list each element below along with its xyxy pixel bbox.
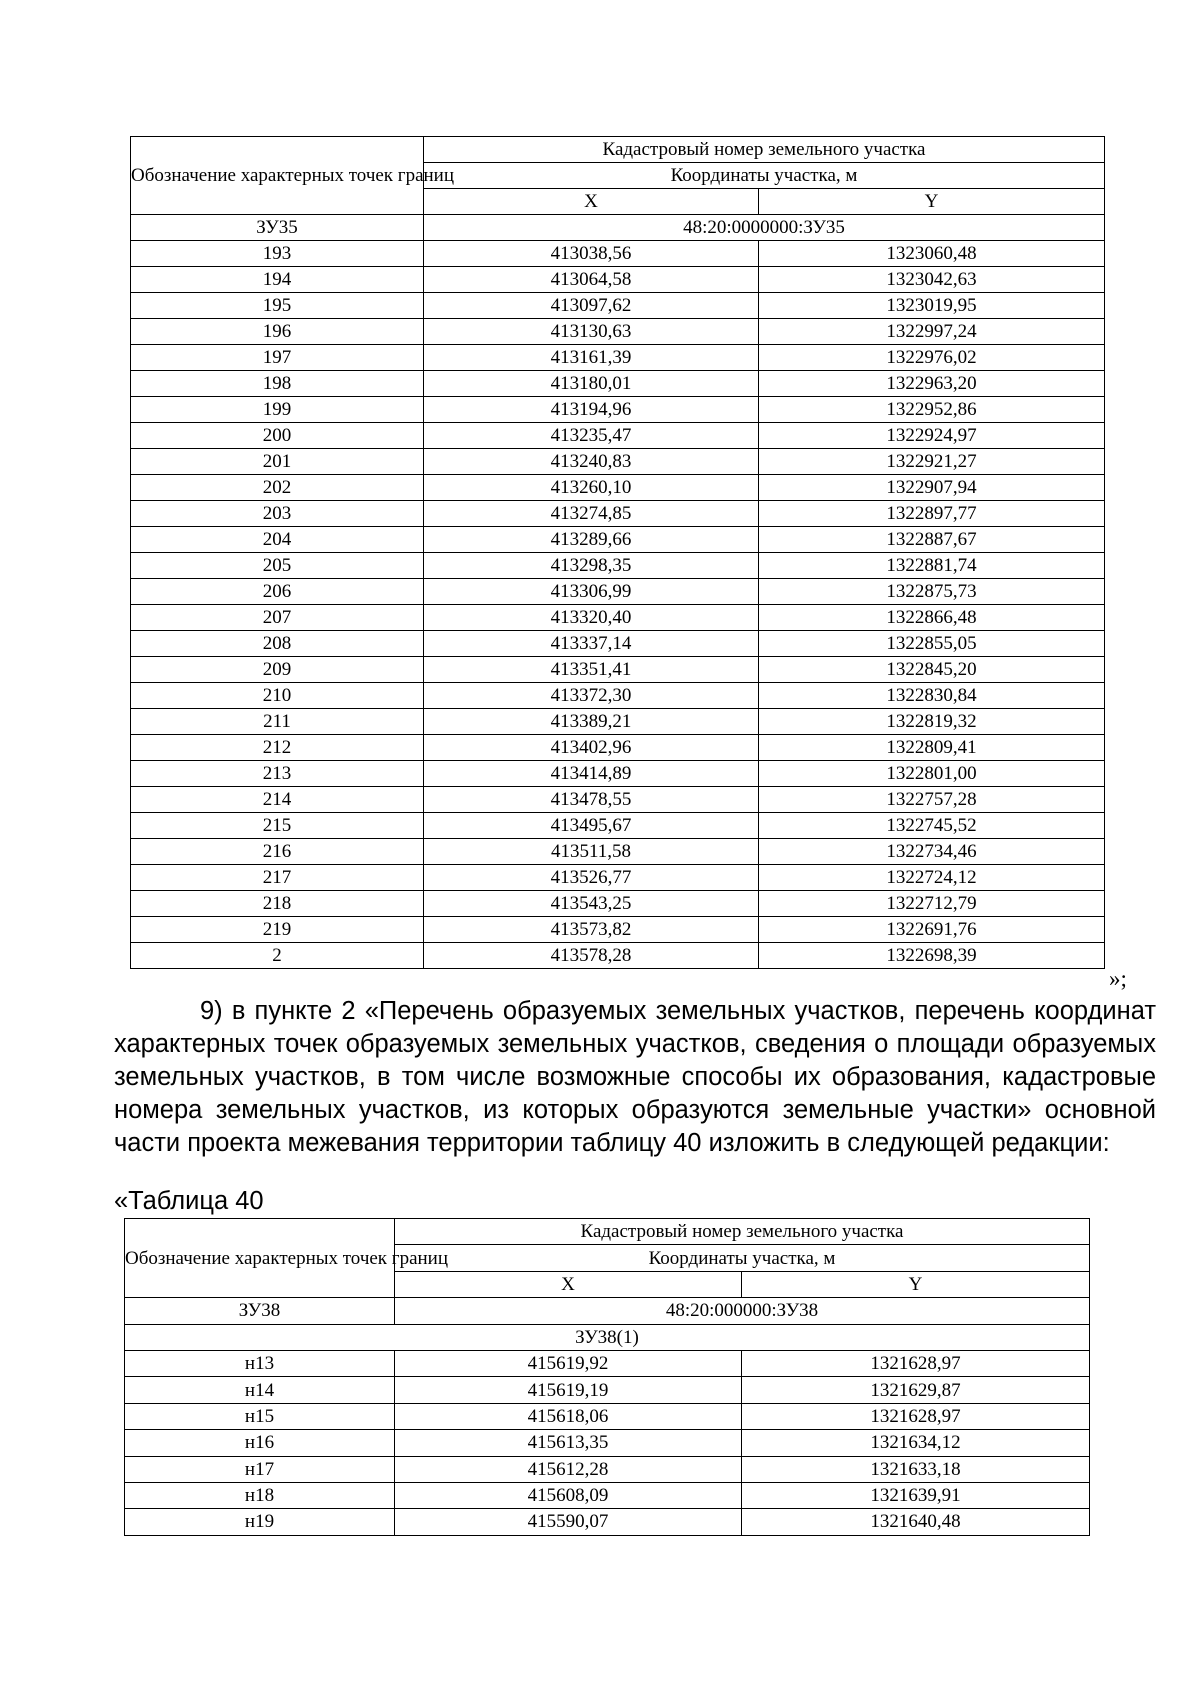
y-coordinate-cell: 1322997,24 <box>759 319 1105 345</box>
y-coordinate-cell: 1322809,41 <box>759 735 1105 761</box>
table-row <box>131 891 1105 917</box>
table-row <box>131 761 1105 787</box>
point-cell: 195 <box>131 293 424 319</box>
x-coordinate-cell: 415612,28 <box>395 1456 742 1482</box>
y-coordinate-cell: 1321640,48 <box>742 1509 1090 1535</box>
y-coordinate-cell: 1322887,67 <box>759 527 1105 553</box>
x-coordinate-cell: 413478,55 <box>424 787 759 813</box>
x-coordinate-cell: 413402,96 <box>424 735 759 761</box>
x-coordinate-cell: 413372,30 <box>424 683 759 709</box>
table-row <box>125 1509 1090 1535</box>
x-coordinate-cell: 413240,83 <box>424 449 759 475</box>
point-cell: н19 <box>125 1509 395 1535</box>
point-designation-header: Обозначение характерных точек границ <box>131 137 424 215</box>
y-coordinate-cell: 1322845,20 <box>759 657 1105 683</box>
table-row <box>125 1456 1090 1482</box>
table-row <box>131 475 1105 501</box>
x-coordinate-cell: 413289,66 <box>424 527 759 553</box>
y-coordinate-cell: 1322976,02 <box>759 345 1105 371</box>
x-coordinate-cell: 415619,19 <box>395 1377 742 1403</box>
table-row <box>131 345 1105 371</box>
table-row <box>125 1377 1090 1403</box>
x-coordinate-cell: 413194,96 <box>424 397 759 423</box>
y-coordinate-cell: 1321634,12 <box>742 1430 1090 1456</box>
table-row <box>131 397 1105 423</box>
table-row <box>131 787 1105 813</box>
point-cell: н14 <box>125 1377 395 1403</box>
point-cell: 193 <box>131 241 424 267</box>
x-coordinate-cell: 413573,82 <box>424 917 759 943</box>
x-coordinate-cell: 413274,85 <box>424 501 759 527</box>
point-cell: 214 <box>131 787 424 813</box>
point-designation-header: Обозначение характерных точек границ <box>125 1219 395 1298</box>
x-coordinate-cell: 413414,89 <box>424 761 759 787</box>
point-cell: 202 <box>131 475 424 501</box>
x-coordinate-cell: 415613,35 <box>395 1430 742 1456</box>
x-coordinate-cell: 413130,63 <box>424 319 759 345</box>
y-column-header: Y <box>759 189 1105 215</box>
y-coordinate-cell: 1322830,84 <box>759 683 1105 709</box>
point-cell: 196 <box>131 319 424 345</box>
x-coordinate-cell: 413260,10 <box>424 475 759 501</box>
x-coordinate-cell: 415590,07 <box>395 1509 742 1535</box>
point-cell: н15 <box>125 1403 395 1429</box>
plot-label: ЗУ38 <box>125 1298 395 1324</box>
point-cell: 210 <box>131 683 424 709</box>
table-row <box>125 1350 1090 1376</box>
table-row <box>131 813 1105 839</box>
table-caption: «Таблица 40 <box>114 1187 264 1215</box>
x-coordinate-cell: 413578,28 <box>424 943 759 969</box>
point-cell: н17 <box>125 1456 395 1482</box>
point-cell: 208 <box>131 631 424 657</box>
x-coordinate-cell: 413543,25 <box>424 891 759 917</box>
point-cell: 215 <box>131 813 424 839</box>
point-cell: 203 <box>131 501 424 527</box>
point-cell: 213 <box>131 761 424 787</box>
table-row <box>131 267 1105 293</box>
x-coordinate-cell: 415619,92 <box>395 1350 742 1376</box>
point-cell: 197 <box>131 345 424 371</box>
table-row <box>131 423 1105 449</box>
x-coordinate-cell: 413306,99 <box>424 579 759 605</box>
y-coordinate-cell: 1322734,46 <box>759 839 1105 865</box>
table-closing-quote: »; <box>1109 966 1127 991</box>
y-coordinate-cell: 1322801,00 <box>759 761 1105 787</box>
x-coordinate-cell: 413511,58 <box>424 839 759 865</box>
y-coordinate-cell: 1323042,63 <box>759 267 1105 293</box>
y-coordinate-cell: 1323060,48 <box>759 241 1105 267</box>
table-row <box>131 709 1105 735</box>
x-coordinate-cell: 413298,35 <box>424 553 759 579</box>
coordinates-header: Координаты участка, м <box>424 163 1105 189</box>
y-coordinate-cell: 1321633,18 <box>742 1456 1090 1482</box>
x-coordinate-cell: 413180,01 <box>424 371 759 397</box>
x-coordinate-cell: 413526,77 <box>424 865 759 891</box>
x-coordinate-cell: 413337,14 <box>424 631 759 657</box>
x-coordinate-cell: 413320,40 <box>424 605 759 631</box>
table-row <box>131 293 1105 319</box>
table-row <box>131 917 1105 943</box>
table-row <box>131 683 1105 709</box>
x-coordinate-cell: 413235,47 <box>424 423 759 449</box>
cadastral-number: 48:20:000000:ЗУ38 <box>395 1298 1090 1324</box>
table-row <box>131 449 1105 475</box>
y-coordinate-cell: 1322963,20 <box>759 371 1105 397</box>
table-row <box>131 319 1105 345</box>
point-cell: 209 <box>131 657 424 683</box>
y-coordinate-cell: 1322745,52 <box>759 813 1105 839</box>
table-row <box>131 501 1105 527</box>
y-coordinate-cell: 1322897,77 <box>759 501 1105 527</box>
point-cell: 199 <box>131 397 424 423</box>
y-coordinate-cell: 1322866,48 <box>759 605 1105 631</box>
y-coordinate-cell: 1322924,97 <box>759 423 1105 449</box>
x-coordinate-cell: 413161,39 <box>424 345 759 371</box>
table-row <box>131 553 1105 579</box>
y-coordinate-cell: 1322691,76 <box>759 917 1105 943</box>
table-row <box>131 605 1105 631</box>
y-coordinate-cell: 1322907,94 <box>759 475 1105 501</box>
coordinates-table-zu38 <box>124 1218 1090 1536</box>
subplot-label: ЗУ38(1) <box>125 1324 1090 1350</box>
y-coordinate-cell: 1322921,27 <box>759 449 1105 475</box>
table-row <box>131 371 1105 397</box>
x-column-header: X <box>424 189 759 215</box>
y-coordinate-cell: 1321628,97 <box>742 1403 1090 1429</box>
point-cell: 211 <box>131 709 424 735</box>
point-cell: 200 <box>131 423 424 449</box>
point-cell: н18 <box>125 1482 395 1508</box>
point-cell: 212 <box>131 735 424 761</box>
table-row <box>125 1482 1090 1508</box>
point-cell: 217 <box>131 865 424 891</box>
point-cell: н13 <box>125 1350 395 1376</box>
y-coordinate-cell: 1321629,87 <box>742 1377 1090 1403</box>
x-coordinate-cell: 415608,09 <box>395 1482 742 1508</box>
y-coordinate-cell: 1322819,32 <box>759 709 1105 735</box>
point-cell: 198 <box>131 371 424 397</box>
point-cell: 201 <box>131 449 424 475</box>
y-column-header: Y <box>742 1271 1090 1297</box>
point-cell: 194 <box>131 267 424 293</box>
x-coordinate-cell: 413495,67 <box>424 813 759 839</box>
plot-label: ЗУ35 <box>131 215 424 241</box>
x-column-header: X <box>395 1271 742 1297</box>
y-coordinate-cell: 1321639,91 <box>742 1482 1090 1508</box>
x-coordinate-cell: 413064,58 <box>424 267 759 293</box>
y-coordinate-cell: 1322855,05 <box>759 631 1105 657</box>
table-row <box>131 579 1105 605</box>
table-row <box>131 657 1105 683</box>
table-row <box>131 839 1105 865</box>
x-coordinate-cell: 413389,21 <box>424 709 759 735</box>
table-row <box>125 1430 1090 1456</box>
y-coordinate-cell: 1322881,74 <box>759 553 1105 579</box>
coordinates-table-zu35 <box>130 136 1105 969</box>
y-coordinate-cell: 1321628,97 <box>742 1350 1090 1376</box>
table-row <box>131 241 1105 267</box>
point-cell: 205 <box>131 553 424 579</box>
point-cell: 207 <box>131 605 424 631</box>
table-row <box>125 1403 1090 1429</box>
y-coordinate-cell: 1322724,12 <box>759 865 1105 891</box>
point-cell: 218 <box>131 891 424 917</box>
cadastral-number: 48:20:0000000:ЗУ35 <box>424 215 1105 241</box>
x-coordinate-cell: 415618,06 <box>395 1403 742 1429</box>
y-coordinate-cell: 1322952,86 <box>759 397 1105 423</box>
y-coordinate-cell: 1322698,39 <box>759 943 1105 969</box>
table-row <box>131 865 1105 891</box>
point-cell: н16 <box>125 1430 395 1456</box>
y-coordinate-cell: 1322875,73 <box>759 579 1105 605</box>
table-row <box>131 943 1105 969</box>
table-row <box>131 735 1105 761</box>
y-coordinate-cell: 1322712,79 <box>759 891 1105 917</box>
x-coordinate-cell: 413038,56 <box>424 241 759 267</box>
point-cell: 206 <box>131 579 424 605</box>
point-cell: 204 <box>131 527 424 553</box>
point-cell: 216 <box>131 839 424 865</box>
point-cell: 2 <box>131 943 424 969</box>
table-row <box>131 631 1105 657</box>
y-coordinate-cell: 1322757,28 <box>759 787 1105 813</box>
y-coordinate-cell: 1323019,95 <box>759 293 1105 319</box>
x-coordinate-cell: 413351,41 <box>424 657 759 683</box>
cadastral-number-header: Кадастровый номер земельного участка <box>424 137 1105 163</box>
coordinates-header: Координаты участка, м <box>395 1245 1090 1271</box>
table-row <box>131 527 1105 553</box>
amendment-paragraph: 9) в пункте 2 «Перечень образуемых земельных участков, перечень координат характерных точек образуемых земельных участков, сведения о площади образуемых земельных участков, в том числе возможные способы их образования, кадастровые номера земельных участков, из которых образуются земельные участки» основной части проекта межевания территории таблицу 40 изложить в следующей редакции: <box>114 997 1156 1157</box>
cadastral-number-header: Кадастровый номер земельного участка <box>395 1219 1090 1245</box>
x-coordinate-cell: 413097,62 <box>424 293 759 319</box>
point-cell: 219 <box>131 917 424 943</box>
